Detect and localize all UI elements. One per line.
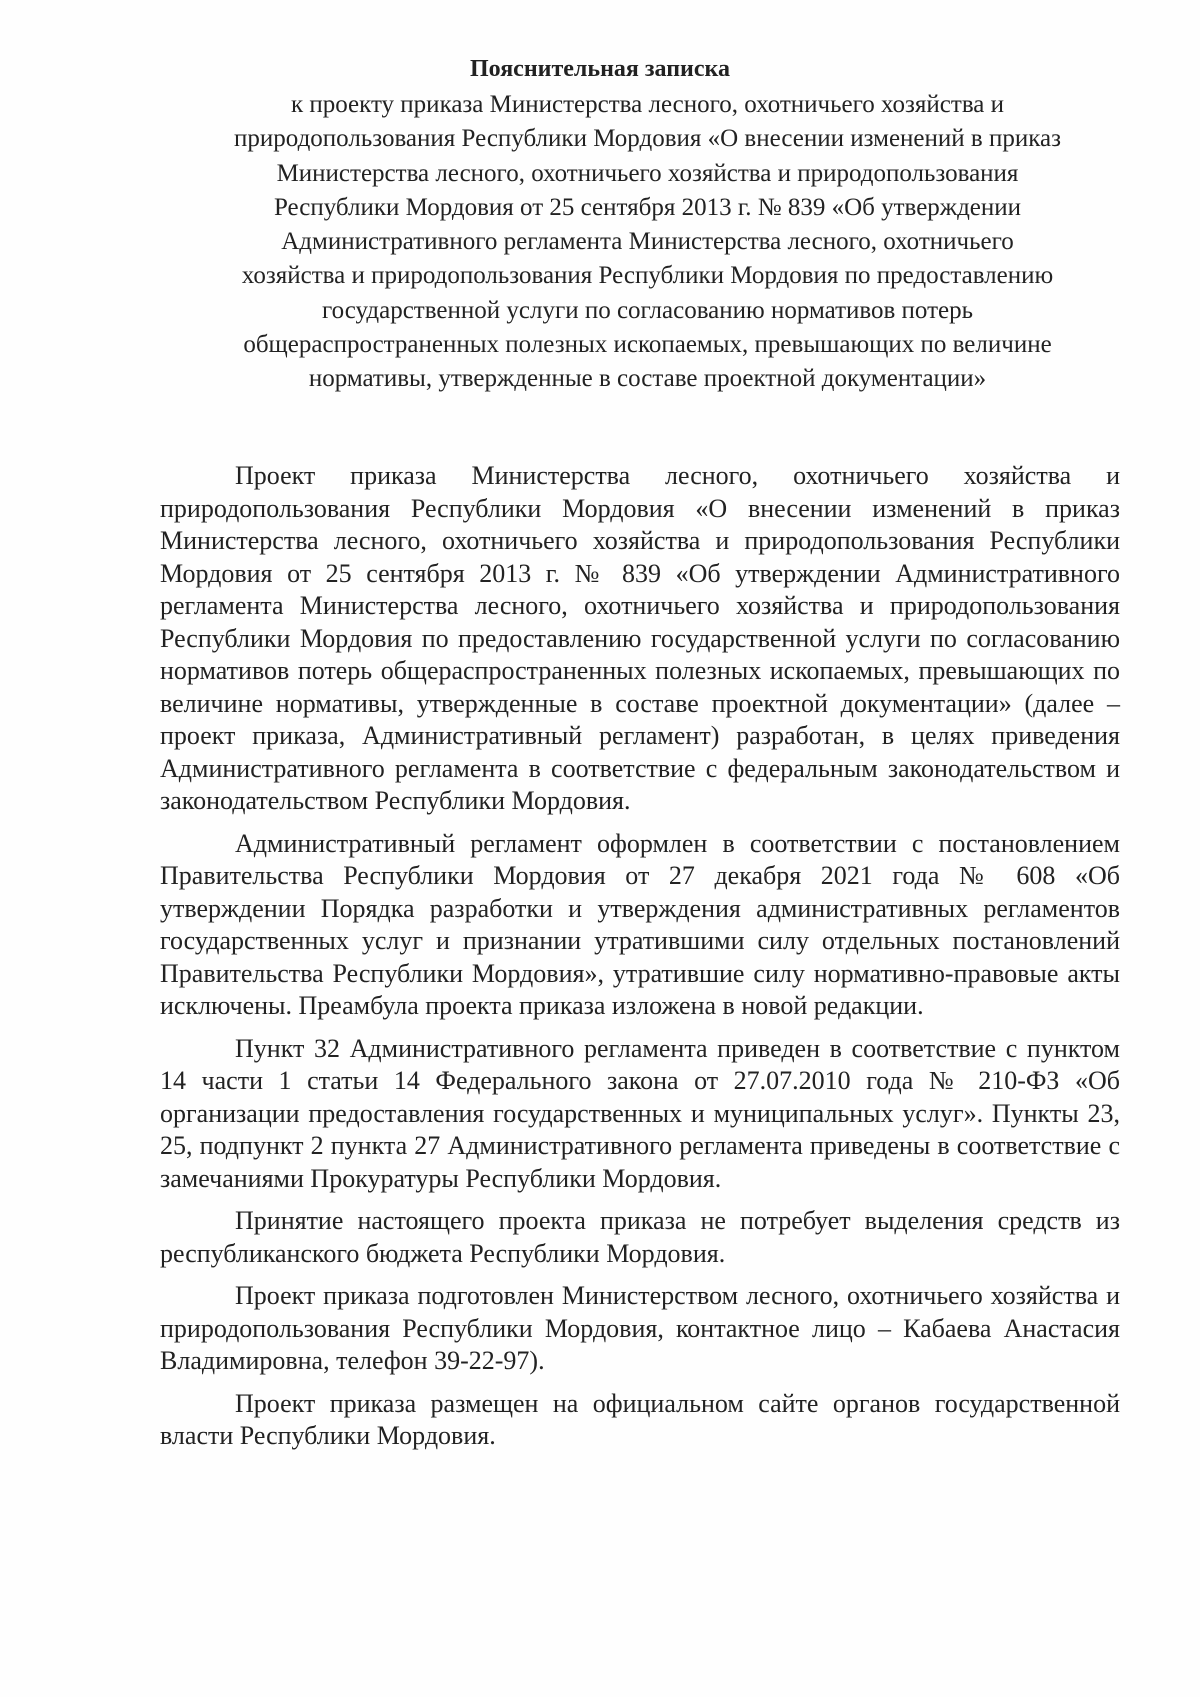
paragraph-budget: Принятие настоящего проекта приказа не потребует выделения средств из республиканского бюджета Республики Мордовия. (160, 1206, 1120, 1268)
subtitle-line: природопользования Республики Мордовия «О внесении изменений в приказ (234, 125, 1061, 153)
paragraph-publication: Проект приказа размещен на официальном сайте органов государственной власти Республики Мордовия. (160, 1388, 1120, 1450)
paragraph-project-description: Проект приказа Министерства лесного, охотничьего хозяйства и природопользования Республики Мордовия «О внесении изменений в приказ Министерства лесного, охотничьего хозяйства и природопользования Республики Мордовия от 25 сентября 2013 г. № 839 «Об утверждении Административного регламента Министерства лесного, охотничьего хозяйства и природопользования Республики Мордовия по предоставлению государственной услуги по согласованию нормативов потерь общераспространенных полезных ископаемых, превышающих по величине нормативы, утвержденные в составе проектной документации» (далее – проект приказа, Административный регламент) разработан, в целях приведения Административного регламента в соответствие с федеральным законодательством и законодательством Республики Мордовия. (160, 461, 1120, 815)
paragraph-amendments: Пункт 32 Административного регламента приведен в соответствие с пунктом 14 части 1 статьи 14 Федерального закона от 27.07.2010 года № 210-ФЗ «Об организации предоставления государственных и муниципальных услуг». Пункты 23, 25, подпункт 2 пункта 27 Административного регламента приведены в соответствие с замечаниями Прокуратуры Республики Мордовия. (160, 1033, 1120, 1193)
subtitle-line: Административного регламента Министерства лесного, охотничьего (281, 228, 1014, 256)
subtitle-line: общераспространенных полезных ископаемых, превышающих по величине (243, 331, 1052, 359)
paragraph-regulation-format: Административный регламент оформлен в соответствии с постановлением Правительства Республики Мордовия от 27 декабря 2021 года № 608 «Об утверждении Порядка разработки и утверждения административных регламентов государственных услуг и признании утратившими силу отдельных постановлений Правительства Республики Мордовия», утратившие силу нормативно-правовые акты исключены. Преамбула проекта приказа изложена в новой редакции. (160, 828, 1120, 1020)
paragraph-contact: Проект приказа подготовлен Министерством лесного, охотничьего хозяйства и природопользования Республики Мордовия, контактное лицо – Кабаева Анастасия Владимировна, телефон 39-22-97). (160, 1281, 1120, 1375)
subtitle-line: хозяйства и природопользования Республики Мордовия по предоставлению (241, 262, 1054, 290)
document-subtitle (175, 88, 1120, 397)
document-title: Пояснительная записка (469, 56, 730, 82)
subtitle-line: государственной услуги по согласованию нормативов потерь (321, 296, 974, 324)
subtitle-line: к проекту приказа Министерства лесного, охотничьего хозяйства и (290, 91, 1005, 118)
subtitle-line: нормативы, утвержденные в составе проектной документации» (308, 365, 987, 393)
subtitle-line: Министерства лесного, охотничьего хозяйства и природопользования (276, 159, 1019, 187)
document-body (160, 460, 1120, 1453)
subtitle-line: Республики Мордовия от 25 сентября 2013 г. № 839 «Об утверждении (273, 193, 1022, 221)
